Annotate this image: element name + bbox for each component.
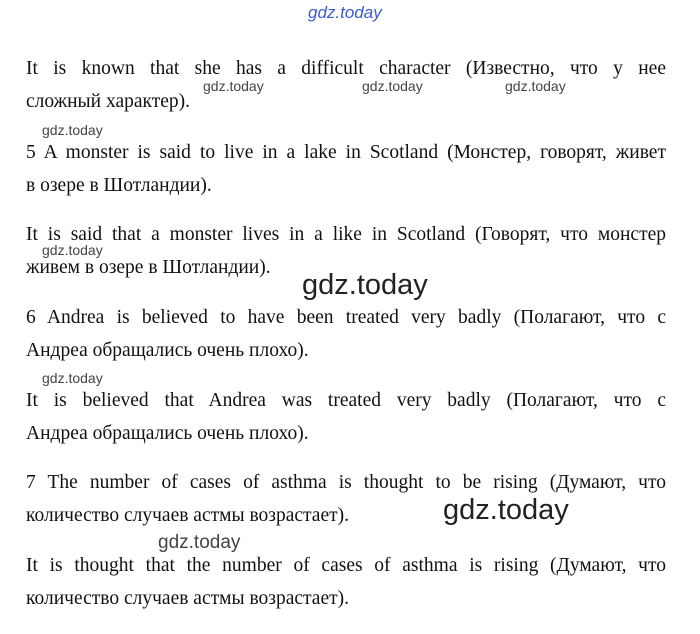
watermark: gdz.today [362,78,423,94]
watermark: gdz.today [158,532,241,553]
text-line: It is known that she has a difficult character (Известно, что у нее [26,58,666,79]
watermark: gdz.today [42,242,103,258]
paragraph-known-character [26,52,666,118]
watermark-large: gdz.today [443,494,569,526]
paragraph-item-6 [26,301,666,367]
text-line: It is said that a monster lives in a like in Scotland (Говорят, что монстер [26,224,666,245]
paragraph-believed-andrea [26,384,666,450]
text-line: количество случаев астмы возрастает). [26,588,349,609]
watermark: gdz.today [203,78,264,94]
text-line: количество случаев астмы возрастает). [26,505,349,526]
watermark-top: gdz.today [308,3,382,22]
text-line: 6 Andrea is believed to have been treated very badly (Полагают, что с [26,307,666,328]
text-line: 7 The number of cases of asthma is thought to be rising (Думают, что [26,472,666,493]
text-line: в озере в Шотландии). [26,175,212,196]
paragraph-thought-asthma [26,549,666,615]
paragraph-item-5 [26,136,666,202]
watermark: gdz.today [505,78,566,94]
watermark: gdz.today [42,122,103,138]
paragraph-item-7 [26,466,666,532]
text-line: Андреа обращались очень плохо). [26,423,309,444]
text-line: живем в озере в Шотландии). [26,257,271,278]
text-line: It is thought that the number of cases of asthma is rising (Думают, что [26,555,666,576]
text-line: 5 A monster is said to live in a lake in Scotland (Монстер, говорят, живет [26,142,666,163]
text-line: сложный характер). [26,91,191,112]
watermark: gdz.today [42,370,103,386]
text-line: Андреа обращались очень плохо). [26,340,309,361]
text-line: It is believed that Andrea was treated very badly (Полагают, что с [26,390,666,411]
watermark-large: gdz.today [302,269,428,301]
